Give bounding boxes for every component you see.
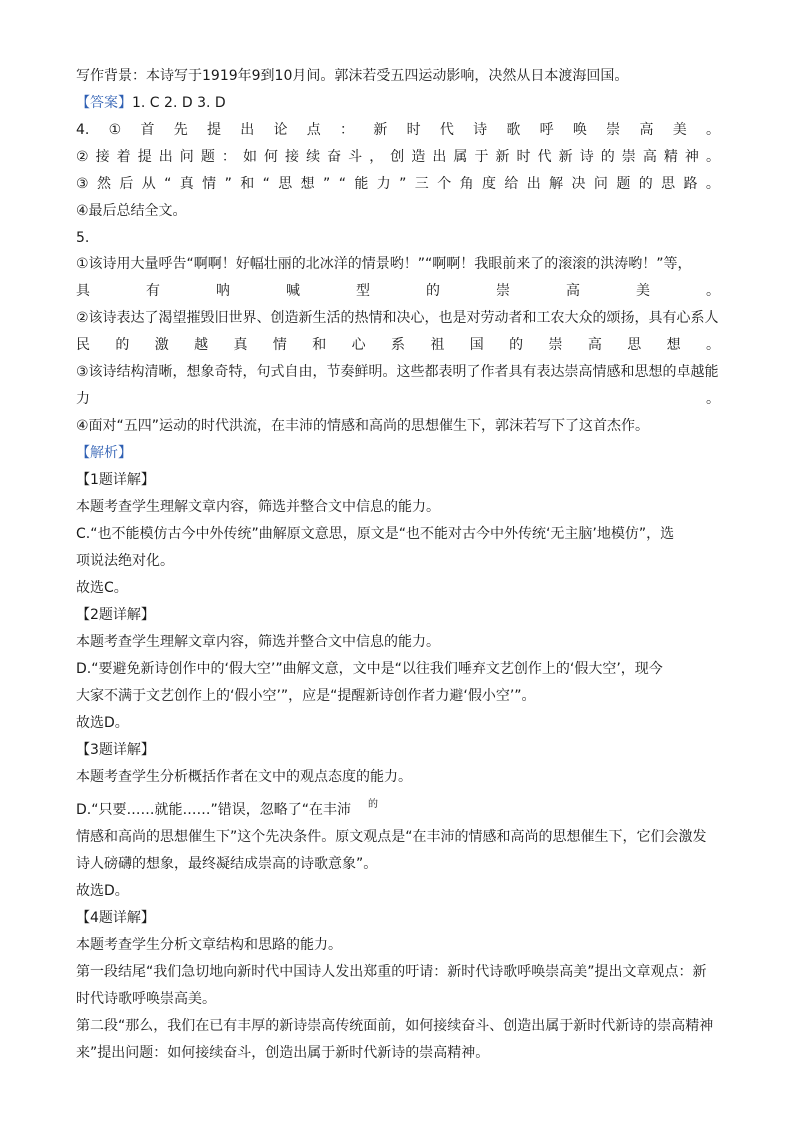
section-heading: 【2题详解】	[76, 607, 155, 623]
spaced-char: 高	[642, 149, 657, 165]
spaced-char: 奋	[327, 149, 342, 165]
text-line: 写作背景：本诗写于1919年9到10月间。郭沫若受五四运动影响，决然从日本渡海回国。	[76, 68, 629, 84]
spaced-char: 思	[661, 176, 676, 192]
spaced-char: 后	[119, 176, 134, 192]
spaced-char: 从	[141, 176, 156, 192]
spaced-char: 力	[76, 391, 90, 407]
spaced-char: 崇	[496, 283, 510, 299]
spaced-char: 出	[526, 176, 541, 192]
answer-label: 【答案】	[76, 95, 132, 111]
spaced-char: 题	[616, 176, 631, 192]
spaced-char: 。	[705, 176, 720, 192]
spaced-char: 唤	[572, 122, 587, 138]
text-line: 故选D。	[76, 883, 129, 899]
spaced-char: 的	[600, 149, 615, 165]
spaced-char: 的	[509, 337, 524, 353]
spaced-char: 三	[414, 176, 429, 192]
spaced-char: 祖	[430, 337, 445, 353]
justified-line	[76, 120, 720, 140]
spaced-char: ①	[108, 122, 122, 138]
text-line: 大家不满于文艺创作上的‘假小空’”，应是“提醒新诗创作者力避‘假小空’”。	[76, 688, 536, 704]
text-line: 第二段“那么，我们在已有丰厚的新诗崇高传统面前，如何接续奋斗、创造出属于新时代新诗的崇高精神	[76, 1018, 714, 1034]
spaced-char: 出	[158, 149, 173, 165]
spaced-char: 崇	[606, 122, 621, 138]
text-line: 第一段结尾“我们急切地向新时代中国诗人发出郑重的吁请：新时代诗歌呼唤崇高美”提出文章观点：新	[76, 964, 707, 980]
spaced-char: 崇	[621, 149, 636, 165]
spaced-char: 。	[705, 122, 720, 138]
spaced-char: 。	[706, 391, 720, 407]
spaced-char: 力	[376, 176, 391, 192]
text-line: 故选D。	[76, 715, 129, 731]
section-heading: 【3题详解】	[76, 742, 155, 758]
spaced-char: 问	[179, 149, 194, 165]
spaced-char: 情	[202, 176, 217, 192]
spaced-char: 出	[432, 149, 447, 165]
section-heading: 【解析】	[76, 445, 132, 461]
text-line: 诗人磅礴的想象，最终凝结成崇高的诗歌意象”。	[76, 856, 378, 872]
spaced-char: 崇	[548, 337, 563, 353]
spaced-char: ：	[221, 149, 236, 165]
spaced-char: 。	[706, 337, 720, 353]
spaced-char: 喊	[286, 283, 300, 299]
spaced-char: 着	[116, 149, 131, 165]
spaced-char: 时	[516, 149, 531, 165]
spaced-char: ”	[323, 176, 331, 192]
spaced-char: 接	[285, 149, 300, 165]
spaced-char: 思	[627, 337, 642, 353]
text-line: 来”提出问题：如何接续奋斗，创造出属于新时代新诗的崇高精神。	[76, 1045, 490, 1061]
spaced-char: 出	[240, 122, 255, 138]
spaced-char: 诗	[473, 122, 488, 138]
spaced-char: 于	[474, 149, 489, 165]
justified-line	[76, 147, 720, 167]
spaced-char: 高	[587, 337, 602, 353]
spaced-char: 提	[137, 149, 152, 165]
spaced-char: 属	[453, 149, 468, 165]
spaced-char: 。	[706, 283, 720, 299]
text-line: 故选C。	[76, 580, 128, 596]
text-line: 本题考查学生理解文章内容，筛选并整合文中信息的能力。	[76, 634, 440, 650]
text-line: ①该诗用大量呼告“啊啊！好幅壮丽的北冰洋的情景哟！”“啊啊！我眼前来了的滚滚的洪涛哟！”等，	[76, 256, 692, 272]
spaced-char: 高	[566, 283, 580, 299]
text-line: D.“只要……就能……”错误，忽略了“在丰沛	[76, 802, 351, 818]
spaced-char: 和	[312, 337, 327, 353]
spaced-char: 代	[439, 122, 454, 138]
spaced-char: 心	[351, 337, 366, 353]
spaced-char: 能	[354, 176, 369, 192]
spaced-char: 新	[373, 122, 388, 138]
spaced-char: 想	[666, 337, 681, 353]
justified-line	[76, 335, 720, 355]
spaced-char: ②	[76, 149, 89, 165]
spaced-char: 何	[263, 149, 278, 165]
spaced-char: 情	[272, 337, 287, 353]
spaced-char: ：	[340, 122, 355, 138]
spaced-char: 个	[437, 176, 452, 192]
spaced-char: 度	[481, 176, 496, 192]
text-line: 项说法绝对化。	[76, 553, 174, 569]
spaced-char: “	[262, 176, 270, 192]
spaced-char: 越	[194, 337, 209, 353]
spaced-char: 创	[390, 149, 405, 165]
spaced-char: ”	[399, 176, 407, 192]
spaced-char: 题	[200, 149, 215, 165]
spaced-char: 国	[469, 337, 484, 353]
spaced-char: 点	[306, 122, 321, 138]
spaced-char: 先	[173, 122, 188, 138]
spaced-char: ，	[369, 149, 384, 165]
spaced-char: 解	[549, 176, 564, 192]
spaced-char: 想	[300, 176, 315, 192]
text-line: ④面对“五四”运动的时代洪流，在丰沛的情感和高尚的思想催生下，郭沫若写下了这首杰作。	[76, 418, 650, 434]
text-line: ④最后总结全文。	[76, 203, 187, 219]
text-line: ②该诗表达了渴望摧毁旧世界、创造新生活的热情和决心，也是对劳动者和工农大众的颂扬，具有心系人	[76, 310, 719, 326]
spaced-char: 的	[426, 283, 440, 299]
answer-line	[76, 93, 720, 113]
spaced-char: 民	[76, 337, 90, 353]
spaced-char: 斗	[348, 149, 363, 165]
spaced-char: 首	[140, 122, 155, 138]
spaced-char: 思	[278, 176, 293, 192]
spaced-char: 提	[206, 122, 221, 138]
spaced-char: 接	[95, 149, 110, 165]
section-heading: 【1题详解】	[76, 472, 155, 488]
spaced-char: 有	[146, 283, 160, 299]
spaced-char: “	[164, 176, 172, 192]
spaced-char: 系	[391, 337, 405, 353]
spaced-char: 新	[495, 149, 510, 165]
spaced-char: 论	[273, 122, 288, 138]
section-heading: 【4题详解】	[76, 910, 155, 926]
spaced-char: 问	[593, 176, 608, 192]
spaced-char: 造	[411, 149, 426, 165]
spaced-char: ”	[224, 176, 232, 192]
spaced-char: 4.	[76, 122, 90, 138]
text-line: C.“也不能模仿古今中外传统”曲解原文意思，原文是“也不能对古今中外传统‘无主脑’地模仿”，选	[76, 526, 675, 542]
spaced-char: 续	[306, 149, 321, 165]
spaced-char: 角	[459, 176, 474, 192]
spaced-char: 和	[240, 176, 255, 192]
spaced-char: 然	[96, 176, 111, 192]
justified-line	[76, 389, 720, 409]
spaced-char: 。	[705, 149, 720, 165]
spaced-char: 时	[406, 122, 421, 138]
spaced-char: 呐	[216, 283, 230, 299]
justified-line	[76, 174, 720, 194]
spaced-char: 型	[356, 283, 370, 299]
spaced-char: 诗	[579, 149, 594, 165]
text-line: 5.	[76, 230, 90, 246]
text-line: 本题考查学生分析文章结构和思路的能力。	[76, 937, 342, 953]
spaced-char: 新	[558, 149, 573, 165]
text-line: 本题考查学生分析概括作者在文中的观点态度的能力。	[76, 769, 412, 785]
spaced-char: 神	[684, 149, 699, 165]
text-line: 情感和高尚的思想催生下”这个先决条件。原文观点是“在丰沛的情感和高尚的思想催生下，它们会激发	[76, 829, 707, 845]
spaced-char: ③	[76, 176, 89, 192]
text-line: D.“要避免新诗创作中的‘假大空’”曲解文意，文中是“以往我们唾弃文艺创作上的‘假大空’，现今	[76, 661, 663, 677]
spaced-char: 激	[154, 337, 169, 353]
spaced-char: 歌	[506, 122, 521, 138]
text-line: 本题考查学生理解文章内容，筛选并整合文中信息的能力。	[76, 499, 440, 515]
answer-values: 1. C 2. D 3. D	[132, 95, 226, 111]
spaced-char: 高	[639, 122, 654, 138]
spaced-char: 的	[115, 337, 130, 353]
spaced-char: 的	[638, 176, 653, 192]
spaced-char: 精	[663, 149, 678, 165]
text-line: 时代诗歌呼唤崇高美。	[76, 991, 216, 1007]
spaced-char: 如	[242, 149, 257, 165]
spaced-char: 美	[672, 122, 687, 138]
spaced-char: 呼	[539, 122, 554, 138]
text-line: ③该诗结构清晰，想象奇特，句式自由，节奏鲜明。这些都表明了作者具有表达崇高情感和思想的卓越能	[76, 364, 719, 380]
spaced-char: 真	[233, 337, 248, 353]
spaced-char: “	[338, 176, 346, 192]
spaced-char: 美	[636, 283, 650, 299]
spaced-char: 决	[571, 176, 586, 192]
spaced-char: 真	[179, 176, 194, 192]
spaced-char: 路	[683, 176, 698, 192]
spaced-char: 具	[76, 283, 90, 299]
spaced-char: 代	[537, 149, 552, 165]
superscript-char: 的	[368, 799, 378, 810]
spaced-char: 给	[504, 176, 519, 192]
justified-line	[76, 281, 720, 301]
